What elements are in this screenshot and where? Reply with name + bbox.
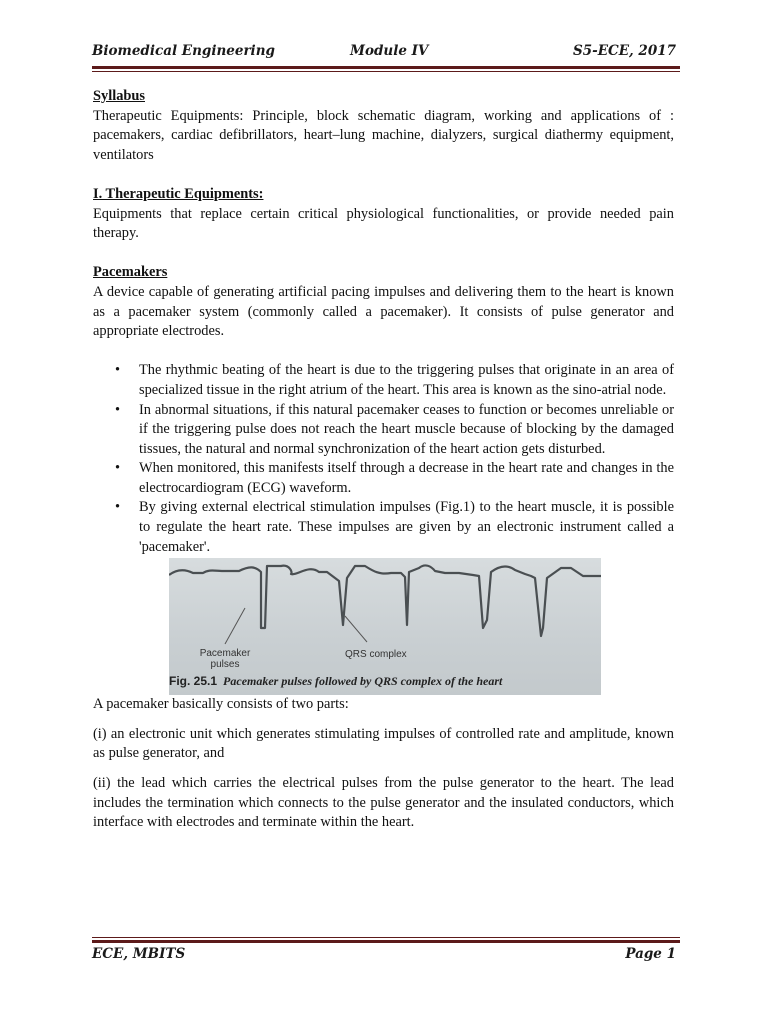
parts-intro: A pacemaker basically consists of two parts: — [93, 696, 349, 713]
list-item: • By giving external electrical stimulation impulses (Fig.1) to the heart muscle, it is possible to regulate the heart rate. These impulses are given by an electronic instrument called a 'pacemaker'. — [93, 498, 674, 557]
header-class-year: S5-ECE, 2017 — [572, 43, 676, 59]
footer-rule-thin — [92, 937, 680, 938]
list-item: • When monitored, this manifests itself through a decrease in the heart rate and changes in the electrocardiogram (ECG) waveform. — [93, 459, 674, 498]
footer-rule-thick — [92, 940, 680, 943]
pulse-pointer-line — [225, 608, 245, 644]
pacemakers-heading: Pacemakers — [93, 264, 168, 281]
header-module: Module IV — [350, 43, 429, 59]
section-heading-therapeutic: I. Therapeutic Equipments: — [93, 185, 264, 202]
syllabus-heading: Syllabus — [93, 88, 145, 104]
label-pacemaker-pulses: Pacemaker pulses — [199, 648, 251, 671]
section-text-therapeutic: Equipments that replace certain critical physiological functionalities, or provide needed pain therapy. — [93, 205, 674, 242]
figure-caption-number: Fig. 25.1 — [169, 673, 218, 688]
part-one: (i) an electronic unit which generates stimulating impulses of controlled rate and amplitude, known as pulse generator, and — [93, 725, 674, 762]
syllabus-text: Therapeutic Equipments: Principle, block schematic diagram, working and applications of : pacemakers, cardiac defibrillators, heart–lung machine, dialyzers, surgical diathermy equipment, ventilators — [93, 107, 674, 163]
figure-caption-text: Pacemaker pulses followed by QRS complex of the heart — [223, 673, 503, 688]
label-qrs-complex: QRS complex — [345, 649, 407, 661]
footer-institution: ECE, MBITS — [92, 946, 186, 962]
ecg-trace — [169, 566, 601, 637]
header-course-title: Biomedical Engineering — [92, 43, 275, 59]
figure-caption — [169, 672, 502, 692]
qrs-pointer-line — [345, 616, 367, 642]
pacemakers-intro: A device capable of generating artificial pacing impulses and delivering them to the heart is known as a pacemaker system (commonly called a pacemaker). It consists of pulse generator and appropriate electrodes. — [93, 283, 674, 340]
list-item: • The rhythmic beating of the heart is due to the triggering pulses that originate in an area of specialized tissue in the right atrium of the heart. This area is known as the sino-atrial node. — [93, 361, 674, 400]
header-rule-thick — [92, 66, 680, 69]
list-item: • In abnormal situations, if this natural pacemaker ceases to function or becomes unreliable or if the triggering pulse does not reach the heart muscle because of blocking by the damaged tissues, the natural and normal synchronization of the heart action gets disturbed. — [93, 401, 674, 460]
page-body — [93, 87, 674, 833]
page-number: Page 1 — [625, 946, 676, 962]
page-footer — [92, 946, 676, 968]
page-header — [92, 41, 676, 65]
ecg-figure — [169, 558, 601, 695]
header-rule-thin — [92, 71, 680, 72]
part-two: (ii) the lead which carries the electrical pulses from the pulse generator to the heart. The lead includes the termination which connects to the pulse generator and the insulated conductors, which interface with electrodes and terminate within the heart. — [93, 775, 674, 831]
pacemaker-bullet-list — [93, 361, 674, 557]
